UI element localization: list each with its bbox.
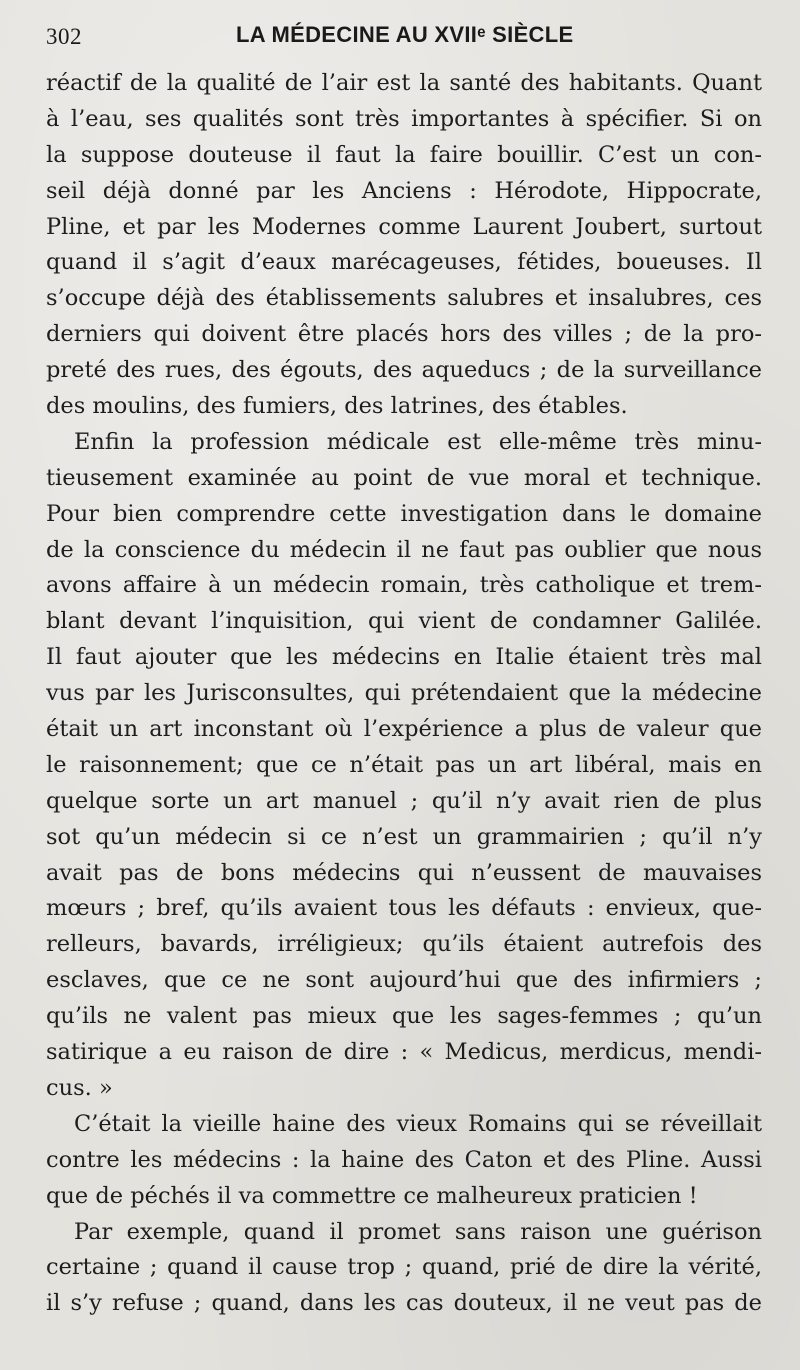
text-line: que de péchés il va commettre ce malheureux praticien ! [46, 1182, 698, 1209]
text-line: contre les médecins : la haine des Caton et des Pline. Aussi [46, 1146, 762, 1173]
text-line: blant devant l’inquisition, qui vient de condamner Galilée. [46, 608, 762, 635]
text-line: réactif de la qualité de l’air est la santé des habitants. Quant [46, 70, 762, 96]
page-header [46, 20, 766, 54]
text-line: la suppose douteuse il faut la faire bouillir. C’est un con- [46, 141, 762, 168]
text-line: vus par les Jurisconsultes, qui prétendaient que la médecine [46, 680, 762, 707]
text-line: tieusement examinée au point de vue moral et technique. [46, 464, 762, 491]
text-line: Pline, et par les Modernes comme Laurent Joubert, surtout [46, 213, 762, 240]
text-line: quand il s’agit d’eaux marécageuses, fétides, boueuses. Il [46, 249, 762, 276]
text-line: relleurs, bavards, irréligieux; qu’ils étaient autrefois des [46, 931, 762, 958]
text-line: Pour bien comprendre cette investigation dans le domaine [46, 500, 762, 527]
text-line: à l’eau, ses qualités sont très importantes à spécifier. Si on [46, 105, 762, 132]
text-line: satirique a eu raison de dire : « Medicus, merdicus, mendi- [46, 1039, 762, 1066]
text-line: des moulins, des fumiers, des latrines, des étables. [46, 393, 628, 420]
text-line: C’était la vieille haine des vieux Romains qui se réveillait [74, 1110, 762, 1137]
text-line: Par exemple, quand il promet sans raison une guérison [74, 1218, 762, 1245]
text-line: Il faut ajouter que les médecins en Italie étaient très mal [46, 644, 762, 671]
text-line: Enfin la profession médicale est elle-même très minu- [74, 428, 762, 455]
text-line: derniers qui doivent être placés hors des villes ; de la pro- [46, 321, 762, 348]
text-line: preté des rues, des égouts, des aqueducs ; de la surveillance [46, 357, 762, 384]
text-line: qu’ils ne valent pas mieux que les sages-femmes ; qu’un [46, 1003, 762, 1030]
text-line: était un art inconstant où l’expérience a plus de valeur que [46, 716, 762, 743]
text-line: s’occupe déjà des établissements salubres et insalubres, ces [46, 285, 762, 312]
running-head: LA MÉDECINE AU XVIIᵉ SIÈCLE [236, 22, 574, 47]
text-line: seil déjà donné par les Anciens : Hérodote, Hippocrate, [46, 177, 762, 204]
text-line: cus. » [46, 1074, 113, 1101]
body-text [46, 66, 762, 1322]
text-line: avait pas de bons médecins qui n’eussent de mauvaises [46, 859, 762, 886]
text-line: le raisonnement; que ce n’était pas un art libéral, mais en [46, 751, 762, 778]
text-line: mœurs ; bref, qu’ils avaient tous les défauts : envieux, que- [46, 895, 762, 922]
page-number: 302 [46, 24, 82, 49]
text-line: quelque sorte un art manuel ; qu’il n’y avait rien de plus [46, 787, 762, 814]
text-line: il s’y refuse ; quand, dans les cas douteux, il ne veut pas de [46, 1290, 762, 1317]
text-line: avons affaire à un médecin romain, très catholique et trem- [46, 572, 762, 599]
text-line: de la conscience du médecin il ne faut pas oublier que nous [46, 536, 762, 563]
text-line: certaine ; quand il cause trop ; quand, prié de dire la vérité, [46, 1254, 762, 1281]
text-line: esclaves, que ce ne sont aujourd’hui que des infirmiers ; [46, 967, 762, 994]
text-line: sot qu’un médecin si ce n’est un grammairien ; qu’il n’y [46, 823, 762, 850]
